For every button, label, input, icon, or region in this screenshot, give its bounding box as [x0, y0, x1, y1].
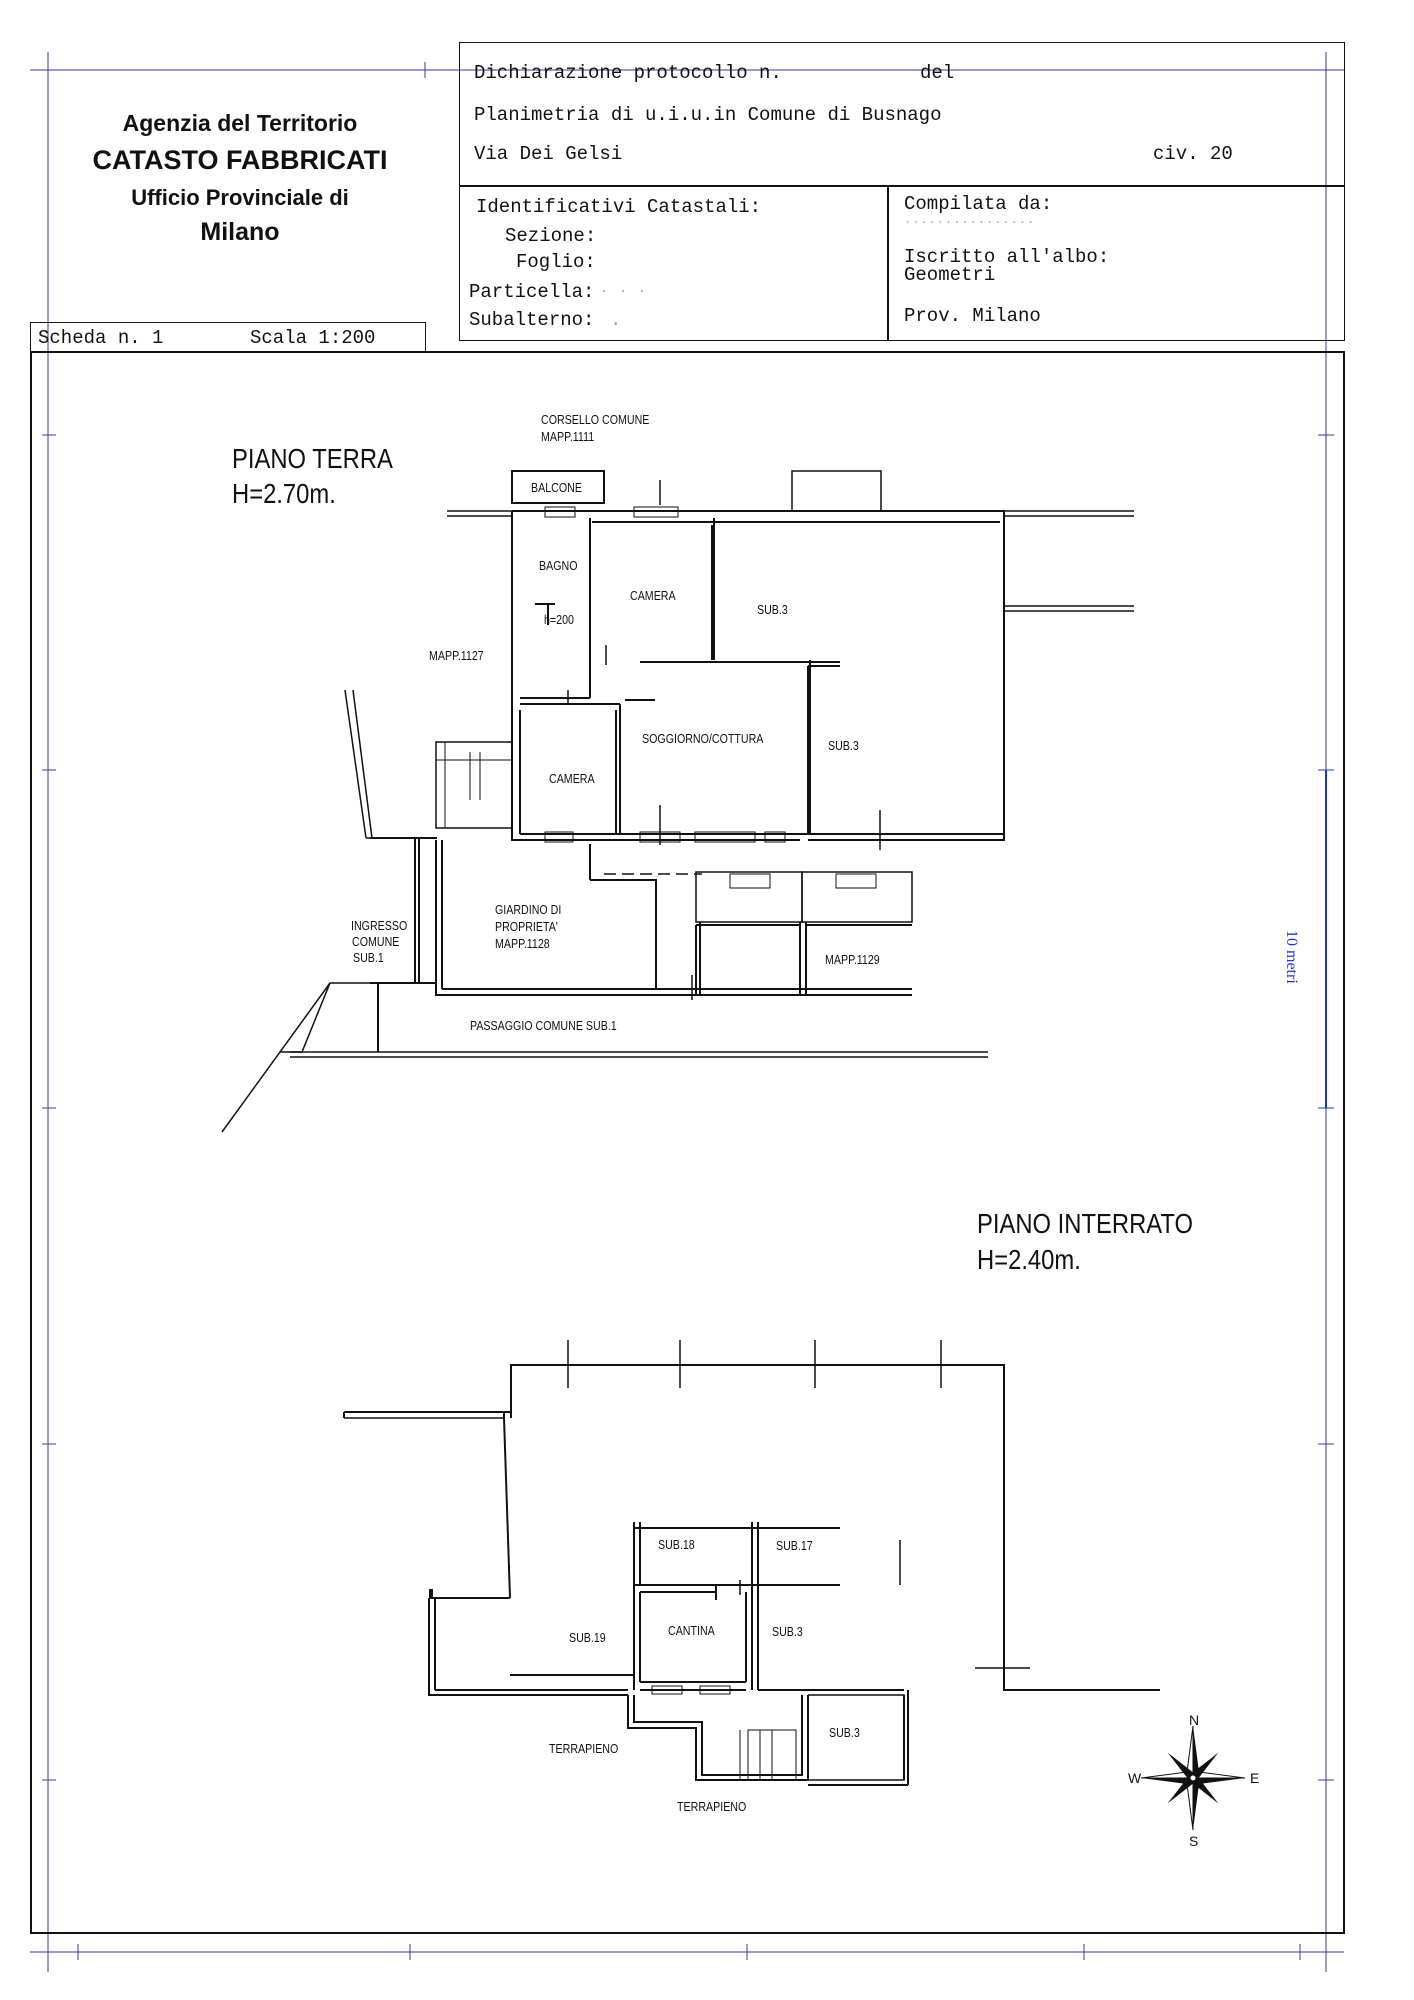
particella-value: . . .: [600, 281, 648, 297]
identifiers-title: Identificativi Catastali:: [476, 196, 762, 218]
label-h200: h=200: [544, 612, 574, 627]
compilata-label: Compilata da:: [904, 193, 1053, 215]
label-sub17: SUB.17: [776, 1538, 813, 1553]
label-ingresso-3: SUB.1: [353, 950, 384, 965]
compass-w: W: [1128, 1770, 1142, 1786]
label-camera-bottom: CAMERA: [549, 771, 595, 786]
label-sub3-basement-a: SUB.3: [772, 1624, 803, 1639]
label-sub18: SUB.18: [658, 1537, 695, 1552]
label-mapp1129: MAPP.1129: [825, 952, 880, 967]
subalterno-value: .: [610, 309, 623, 331]
basement-title: PIANO INTERRATO: [977, 1208, 1193, 1239]
label-corsello: CORSELLO COMUNE: [541, 412, 650, 427]
compilata-value: ................: [904, 213, 1036, 227]
subalterno-label: Subalterno:: [469, 309, 595, 331]
iscritto-value: Geometri: [904, 264, 996, 286]
label-terrapieno-bottom: TERRAPIENO: [677, 1799, 747, 1814]
label-passaggio: PASSAGGIO COMUNE SUB.1: [470, 1018, 617, 1033]
label-giardino-1: GIARDINO DI: [495, 902, 562, 917]
protocol-label: Dichiarazione protocollo n.: [474, 62, 782, 84]
label-soggiorno: SOGGIORNO/COTTURA: [642, 731, 764, 746]
catasto-title: CATASTO FABBRICATI: [92, 145, 388, 175]
label-balcone: BALCONE: [531, 480, 582, 495]
label-giardino-2: PROPRIETA': [495, 919, 558, 934]
particella-label: Particella:: [469, 281, 595, 303]
ground-floor-height: H=2.70m.: [232, 478, 336, 509]
label-sub3-top: SUB.3: [757, 602, 788, 617]
label-bagno: BAGNO: [539, 558, 578, 573]
planimetria-line: Planimetria di u.i.u.in Comune di Busnago: [474, 104, 942, 126]
compass-e: E: [1250, 1770, 1260, 1786]
compass-s: S: [1189, 1833, 1199, 1849]
scala: Scala 1:200: [250, 327, 376, 349]
scheda-number: Scheda n. 1: [38, 327, 164, 349]
label-corsello-mapp: MAPP.1111: [541, 429, 595, 444]
provincia: Prov. Milano: [904, 305, 1041, 327]
label-terrapieno-left: TERRAPIENO: [549, 1741, 619, 1756]
label-ingresso-1: INGRESSO: [351, 918, 408, 933]
address-line: Via Dei Gelsi: [474, 143, 623, 165]
agency-name: Agenzia del Territorio: [122, 110, 358, 136]
office-name: Ufficio Provinciale di: [131, 185, 349, 210]
label-sub3-basement-b: SUB.3: [829, 1725, 860, 1740]
ground-floor-title: PIANO TERRA: [232, 443, 393, 474]
label-sub19: SUB.19: [569, 1630, 606, 1645]
protocol-del: del: [920, 62, 955, 84]
label-cantina: CANTINA: [668, 1623, 715, 1638]
civic-number: civ. 20: [1153, 143, 1233, 165]
label-sub3-mid: SUB.3: [828, 738, 859, 753]
sezione-label: Sezione:: [505, 225, 597, 247]
label-mapp1127: MAPP.1127: [429, 648, 484, 663]
foglio-label: Foglio:: [516, 251, 596, 273]
label-camera-top: CAMERA: [630, 588, 676, 603]
compass-n: N: [1189, 1712, 1200, 1728]
basement-height: H=2.40m.: [977, 1244, 1081, 1275]
iscritto-label: Iscritto all'albo:: [904, 246, 1110, 268]
label-giardino-3: MAPP.1128: [495, 936, 550, 951]
office-city: Milano: [200, 218, 280, 246]
scale-bar-label: 10 metri: [1283, 930, 1300, 984]
label-ingresso-2: COMUNE: [352, 934, 400, 949]
